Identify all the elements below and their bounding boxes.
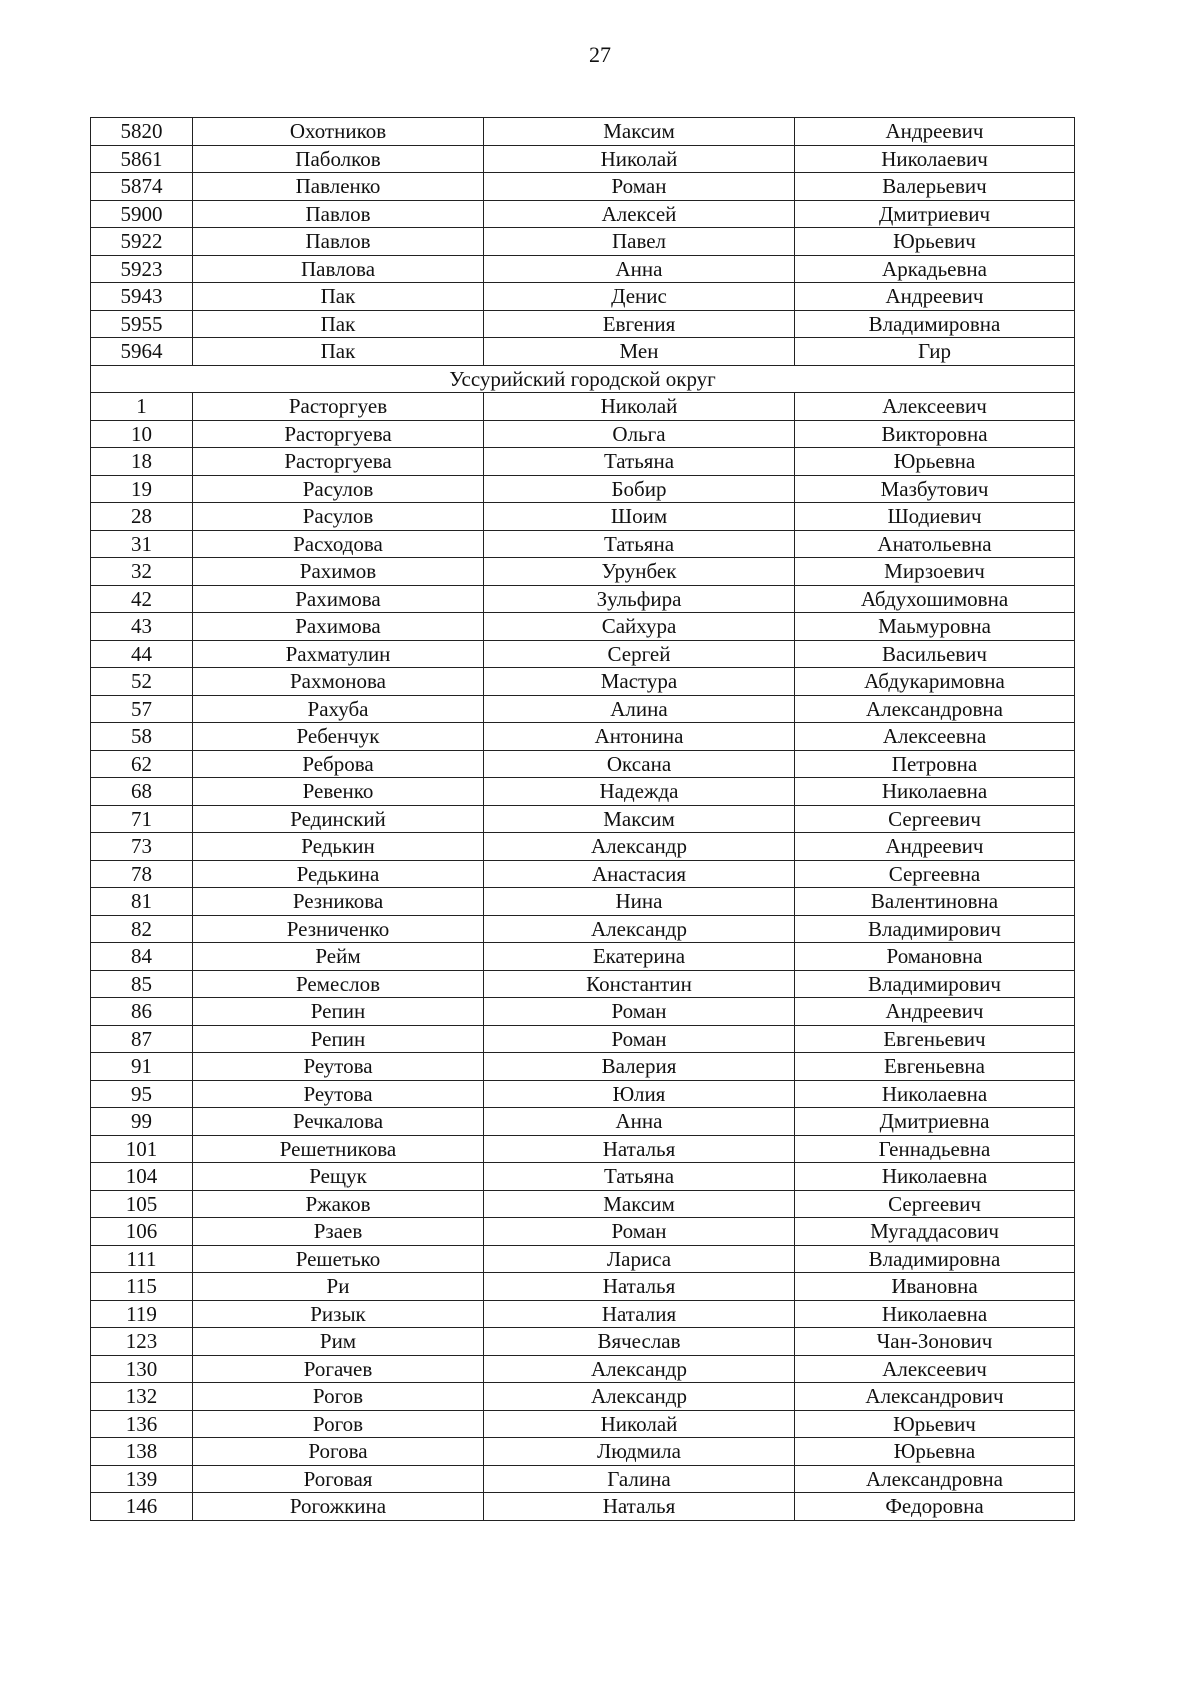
patronymic-cell: Николаевна: [795, 1163, 1075, 1191]
patronymic-cell: Евгеньевна: [795, 1053, 1075, 1081]
first-name-cell: Шоим: [484, 503, 795, 531]
surname-cell: Расторгуева: [193, 420, 484, 448]
surname-cell: Охотников: [193, 118, 484, 146]
first-name-cell: Максим: [484, 118, 795, 146]
table-row: [91, 558, 1075, 586]
surname-cell: Рогов: [193, 1410, 484, 1438]
patronymic-cell: Николаевич: [795, 145, 1075, 173]
patronymic-cell: Абдукаримовна: [795, 668, 1075, 696]
patronymic-cell: Дмитриевич: [795, 200, 1075, 228]
first-name-cell: Надежда: [484, 778, 795, 806]
first-name-cell: Константин: [484, 970, 795, 998]
surname-cell: Рахимова: [193, 585, 484, 613]
first-name-cell: Алина: [484, 695, 795, 723]
table-row: [91, 1025, 1075, 1053]
table-row: [91, 530, 1075, 558]
section-title: Уссурийский городской округ: [91, 365, 1075, 393]
row-number-cell: 86: [91, 998, 193, 1026]
patronymic-cell: Валерьевич: [795, 173, 1075, 201]
patronymic-cell: Сергеевна: [795, 860, 1075, 888]
surname-cell: Рзаев: [193, 1218, 484, 1246]
first-name-cell: Максим: [484, 1190, 795, 1218]
table-row: [91, 805, 1075, 833]
row-number-cell: 138: [91, 1438, 193, 1466]
patronymic-cell: Алексеевна: [795, 723, 1075, 751]
patronymic-cell: Гир: [795, 338, 1075, 366]
surname-cell: Роговая: [193, 1465, 484, 1493]
first-name-cell: Бобир: [484, 475, 795, 503]
surname-cell: Рим: [193, 1328, 484, 1356]
first-name-cell: Роман: [484, 998, 795, 1026]
row-number-cell: 84: [91, 943, 193, 971]
first-name-cell: Татьяна: [484, 448, 795, 476]
table-row: [91, 860, 1075, 888]
row-number-cell: 5820: [91, 118, 193, 146]
table-row: [91, 1163, 1075, 1191]
surname-cell: Редькин: [193, 833, 484, 861]
first-name-cell: Оксана: [484, 750, 795, 778]
surname-cell: Расходова: [193, 530, 484, 558]
first-name-cell: Роман: [484, 1025, 795, 1053]
table-row: [91, 200, 1075, 228]
row-number-cell: 18: [91, 448, 193, 476]
first-name-cell: Нина: [484, 888, 795, 916]
surname-cell: Ревенко: [193, 778, 484, 806]
table-row: [91, 393, 1075, 421]
table-row: [91, 173, 1075, 201]
surname-cell: Рахуба: [193, 695, 484, 723]
row-number-cell: 10: [91, 420, 193, 448]
row-number-cell: 105: [91, 1190, 193, 1218]
first-name-cell: Наталья: [484, 1493, 795, 1521]
patronymic-cell: Андреевич: [795, 833, 1075, 861]
table-row: [91, 943, 1075, 971]
row-number-cell: 106: [91, 1218, 193, 1246]
table-row: [91, 750, 1075, 778]
row-number-cell: 123: [91, 1328, 193, 1356]
table-row: [91, 255, 1075, 283]
row-number-cell: 5923: [91, 255, 193, 283]
patronymic-cell: Маьмуровна: [795, 613, 1075, 641]
row-number-cell: 82: [91, 915, 193, 943]
patronymic-cell: Владимирович: [795, 970, 1075, 998]
first-name-cell: Людмила: [484, 1438, 795, 1466]
surname-cell: Речкалова: [193, 1108, 484, 1136]
table-row: [91, 1190, 1075, 1218]
surname-cell: Рахимова: [193, 613, 484, 641]
first-name-cell: Анастасия: [484, 860, 795, 888]
surname-cell: Рахимов: [193, 558, 484, 586]
row-number-cell: 5874: [91, 173, 193, 201]
patronymic-cell: Шодиевич: [795, 503, 1075, 531]
surname-cell: Рахматулин: [193, 640, 484, 668]
table-row: [91, 1300, 1075, 1328]
table-row: [91, 585, 1075, 613]
row-number-cell: 73: [91, 833, 193, 861]
row-number-cell: 95: [91, 1080, 193, 1108]
table-row: [91, 228, 1075, 256]
first-name-cell: Галина: [484, 1465, 795, 1493]
first-name-cell: Денис: [484, 283, 795, 311]
surname-cell: Ржаков: [193, 1190, 484, 1218]
surname-cell: Рахмонова: [193, 668, 484, 696]
table-row: [91, 1465, 1075, 1493]
surname-cell: Ри: [193, 1273, 484, 1301]
patronymic-cell: Викторовна: [795, 420, 1075, 448]
first-name-cell: Антонина: [484, 723, 795, 751]
table-row: [91, 1493, 1075, 1521]
patronymic-cell: Романовна: [795, 943, 1075, 971]
row-number-cell: 78: [91, 860, 193, 888]
row-number-cell: 52: [91, 668, 193, 696]
row-number-cell: 71: [91, 805, 193, 833]
table-row: [91, 888, 1075, 916]
surname-cell: Реброва: [193, 750, 484, 778]
row-number-cell: 91: [91, 1053, 193, 1081]
patronymic-cell: Сергеевич: [795, 1190, 1075, 1218]
row-number-cell: 5964: [91, 338, 193, 366]
first-name-cell: Александр: [484, 833, 795, 861]
first-name-cell: Александр: [484, 915, 795, 943]
patronymic-cell: Валентиновна: [795, 888, 1075, 916]
patronymic-cell: Алексеевич: [795, 393, 1075, 421]
surname-cell: Рогачев: [193, 1355, 484, 1383]
row-number-cell: 132: [91, 1383, 193, 1411]
row-number-cell: 87: [91, 1025, 193, 1053]
row-number-cell: 130: [91, 1355, 193, 1383]
row-number-cell: 1: [91, 393, 193, 421]
row-number-cell: 57: [91, 695, 193, 723]
surname-cell: Рогожкина: [193, 1493, 484, 1521]
first-name-cell: Юлия: [484, 1080, 795, 1108]
row-number-cell: 68: [91, 778, 193, 806]
patronymic-cell: Николаевна: [795, 1080, 1075, 1108]
row-number-cell: 99: [91, 1108, 193, 1136]
surname-cell: Расулов: [193, 503, 484, 531]
row-number-cell: 146: [91, 1493, 193, 1521]
table-row: [91, 640, 1075, 668]
first-name-cell: Сайхура: [484, 613, 795, 641]
surname-cell: Ребенчук: [193, 723, 484, 751]
patronymic-cell: Александрович: [795, 1383, 1075, 1411]
table-row: [91, 998, 1075, 1026]
section-row: [91, 365, 1075, 393]
patronymic-cell: Чан-Зонович: [795, 1328, 1075, 1356]
row-number-cell: 43: [91, 613, 193, 641]
row-number-cell: 5922: [91, 228, 193, 256]
table-row: [91, 1410, 1075, 1438]
patronymic-cell: Александровна: [795, 695, 1075, 723]
patronymic-cell: Ивановна: [795, 1273, 1075, 1301]
table-row: [91, 695, 1075, 723]
surname-cell: Рединский: [193, 805, 484, 833]
first-name-cell: Лариса: [484, 1245, 795, 1273]
table-row: [91, 1245, 1075, 1273]
row-number-cell: 111: [91, 1245, 193, 1273]
row-number-cell: 139: [91, 1465, 193, 1493]
surname-cell: Павлова: [193, 255, 484, 283]
first-name-cell: Татьяна: [484, 530, 795, 558]
first-name-cell: Николай: [484, 1410, 795, 1438]
first-name-cell: Вячеслав: [484, 1328, 795, 1356]
row-number-cell: 28: [91, 503, 193, 531]
first-name-cell: Мастура: [484, 668, 795, 696]
first-name-cell: Мен: [484, 338, 795, 366]
first-name-cell: Алексей: [484, 200, 795, 228]
table-row: [91, 310, 1075, 338]
first-name-cell: Наталья: [484, 1135, 795, 1163]
patronymic-cell: Федоровна: [795, 1493, 1075, 1521]
table-row: [91, 145, 1075, 173]
patronymic-cell: Мирзоевич: [795, 558, 1075, 586]
surname-cell: Рогова: [193, 1438, 484, 1466]
row-number-cell: 136: [91, 1410, 193, 1438]
table-row: [91, 475, 1075, 503]
first-name-cell: Сергей: [484, 640, 795, 668]
patronymic-cell: Сергеевич: [795, 805, 1075, 833]
table-row: [91, 1218, 1075, 1246]
surname-cell: Ремеслов: [193, 970, 484, 998]
table-row: [91, 915, 1075, 943]
surname-cell: Репин: [193, 998, 484, 1026]
table-row: [91, 1108, 1075, 1136]
patronymic-cell: Александровна: [795, 1465, 1075, 1493]
table-row: [91, 1053, 1075, 1081]
first-name-cell: Зульфира: [484, 585, 795, 613]
row-number-cell: 5900: [91, 200, 193, 228]
first-name-cell: Валерия: [484, 1053, 795, 1081]
first-name-cell: Ольга: [484, 420, 795, 448]
table-row: [91, 420, 1075, 448]
table-row: [91, 668, 1075, 696]
patronymic-cell: Владимировна: [795, 1245, 1075, 1273]
surname-cell: Реутова: [193, 1080, 484, 1108]
surname-cell: Редькина: [193, 860, 484, 888]
surname-cell: Резниченко: [193, 915, 484, 943]
first-name-cell: Наталья: [484, 1273, 795, 1301]
table-row: [91, 778, 1075, 806]
table-row: [91, 118, 1075, 146]
table-row: [91, 833, 1075, 861]
row-number-cell: 58: [91, 723, 193, 751]
patronymic-cell: Владимировна: [795, 310, 1075, 338]
patronymic-cell: Дмитриевна: [795, 1108, 1075, 1136]
patronymic-cell: Николаевна: [795, 1300, 1075, 1328]
row-number-cell: 81: [91, 888, 193, 916]
first-name-cell: Максим: [484, 805, 795, 833]
table-row: [91, 1328, 1075, 1356]
names-table: [90, 117, 1075, 1521]
surname-cell: Павлов: [193, 228, 484, 256]
row-number-cell: 119: [91, 1300, 193, 1328]
surname-cell: Репин: [193, 1025, 484, 1053]
patronymic-cell: Аркадьевна: [795, 255, 1075, 283]
table-row: [91, 338, 1075, 366]
patronymic-cell: Юрьевич: [795, 228, 1075, 256]
patronymic-cell: Николаевна: [795, 778, 1075, 806]
table-row: [91, 613, 1075, 641]
patronymic-cell: Андреевич: [795, 118, 1075, 146]
row-number-cell: 5943: [91, 283, 193, 311]
table-row: [91, 503, 1075, 531]
patronymic-cell: Владимирович: [795, 915, 1075, 943]
first-name-cell: Александр: [484, 1355, 795, 1383]
first-name-cell: Наталия: [484, 1300, 795, 1328]
patronymic-cell: Андреевич: [795, 283, 1075, 311]
table-row: [91, 1080, 1075, 1108]
first-name-cell: Евгения: [484, 310, 795, 338]
surname-cell: Ризык: [193, 1300, 484, 1328]
table-row: [91, 1438, 1075, 1466]
first-name-cell: Татьяна: [484, 1163, 795, 1191]
row-number-cell: 32: [91, 558, 193, 586]
first-name-cell: Николай: [484, 393, 795, 421]
table-row: [91, 1355, 1075, 1383]
first-name-cell: Роман: [484, 173, 795, 201]
surname-cell: Расулов: [193, 475, 484, 503]
patronymic-cell: Геннадьевна: [795, 1135, 1075, 1163]
patronymic-cell: Анатольевна: [795, 530, 1075, 558]
first-name-cell: Анна: [484, 1108, 795, 1136]
row-number-cell: 44: [91, 640, 193, 668]
names-table-body: [91, 118, 1075, 1521]
patronymic-cell: Евгеньевич: [795, 1025, 1075, 1053]
first-name-cell: Александр: [484, 1383, 795, 1411]
row-number-cell: 101: [91, 1135, 193, 1163]
row-number-cell: 5861: [91, 145, 193, 173]
row-number-cell: 85: [91, 970, 193, 998]
table-row: [91, 448, 1075, 476]
surname-cell: Пак: [193, 310, 484, 338]
surname-cell: Резникова: [193, 888, 484, 916]
table-row: [91, 283, 1075, 311]
surname-cell: Решетько: [193, 1245, 484, 1273]
table-row: [91, 970, 1075, 998]
patronymic-cell: Андреевич: [795, 998, 1075, 1026]
table-row: [91, 1135, 1075, 1163]
patronymic-cell: Петровна: [795, 750, 1075, 778]
row-number-cell: 31: [91, 530, 193, 558]
surname-cell: Реутова: [193, 1053, 484, 1081]
patronymic-cell: Юрьевич: [795, 1410, 1075, 1438]
first-name-cell: Екатерина: [484, 943, 795, 971]
surname-cell: Расторгуева: [193, 448, 484, 476]
surname-cell: Павленко: [193, 173, 484, 201]
surname-cell: Рейм: [193, 943, 484, 971]
patronymic-cell: Алексеевич: [795, 1355, 1075, 1383]
first-name-cell: Анна: [484, 255, 795, 283]
surname-cell: Павлов: [193, 200, 484, 228]
patronymic-cell: Мугаддасович: [795, 1218, 1075, 1246]
surname-cell: Рещук: [193, 1163, 484, 1191]
surname-cell: Рогов: [193, 1383, 484, 1411]
surname-cell: Расторгуев: [193, 393, 484, 421]
row-number-cell: 42: [91, 585, 193, 613]
table-row: [91, 1273, 1075, 1301]
row-number-cell: 115: [91, 1273, 193, 1301]
surname-cell: Пак: [193, 283, 484, 311]
patronymic-cell: Васильевич: [795, 640, 1075, 668]
surname-cell: Паболков: [193, 145, 484, 173]
row-number-cell: 5955: [91, 310, 193, 338]
first-name-cell: Урунбек: [484, 558, 795, 586]
patronymic-cell: Мазбутович: [795, 475, 1075, 503]
page-number: 27: [589, 42, 611, 67]
table-row: [91, 723, 1075, 751]
patronymic-cell: Абдухошимовна: [795, 585, 1075, 613]
surname-cell: Пак: [193, 338, 484, 366]
table-row: [91, 1383, 1075, 1411]
patronymic-cell: Юрьевна: [795, 1438, 1075, 1466]
row-number-cell: 19: [91, 475, 193, 503]
first-name-cell: Николай: [484, 145, 795, 173]
row-number-cell: 104: [91, 1163, 193, 1191]
row-number-cell: 62: [91, 750, 193, 778]
first-name-cell: Павел: [484, 228, 795, 256]
patronymic-cell: Юрьевна: [795, 448, 1075, 476]
first-name-cell: Роман: [484, 1218, 795, 1246]
surname-cell: Решетникова: [193, 1135, 484, 1163]
